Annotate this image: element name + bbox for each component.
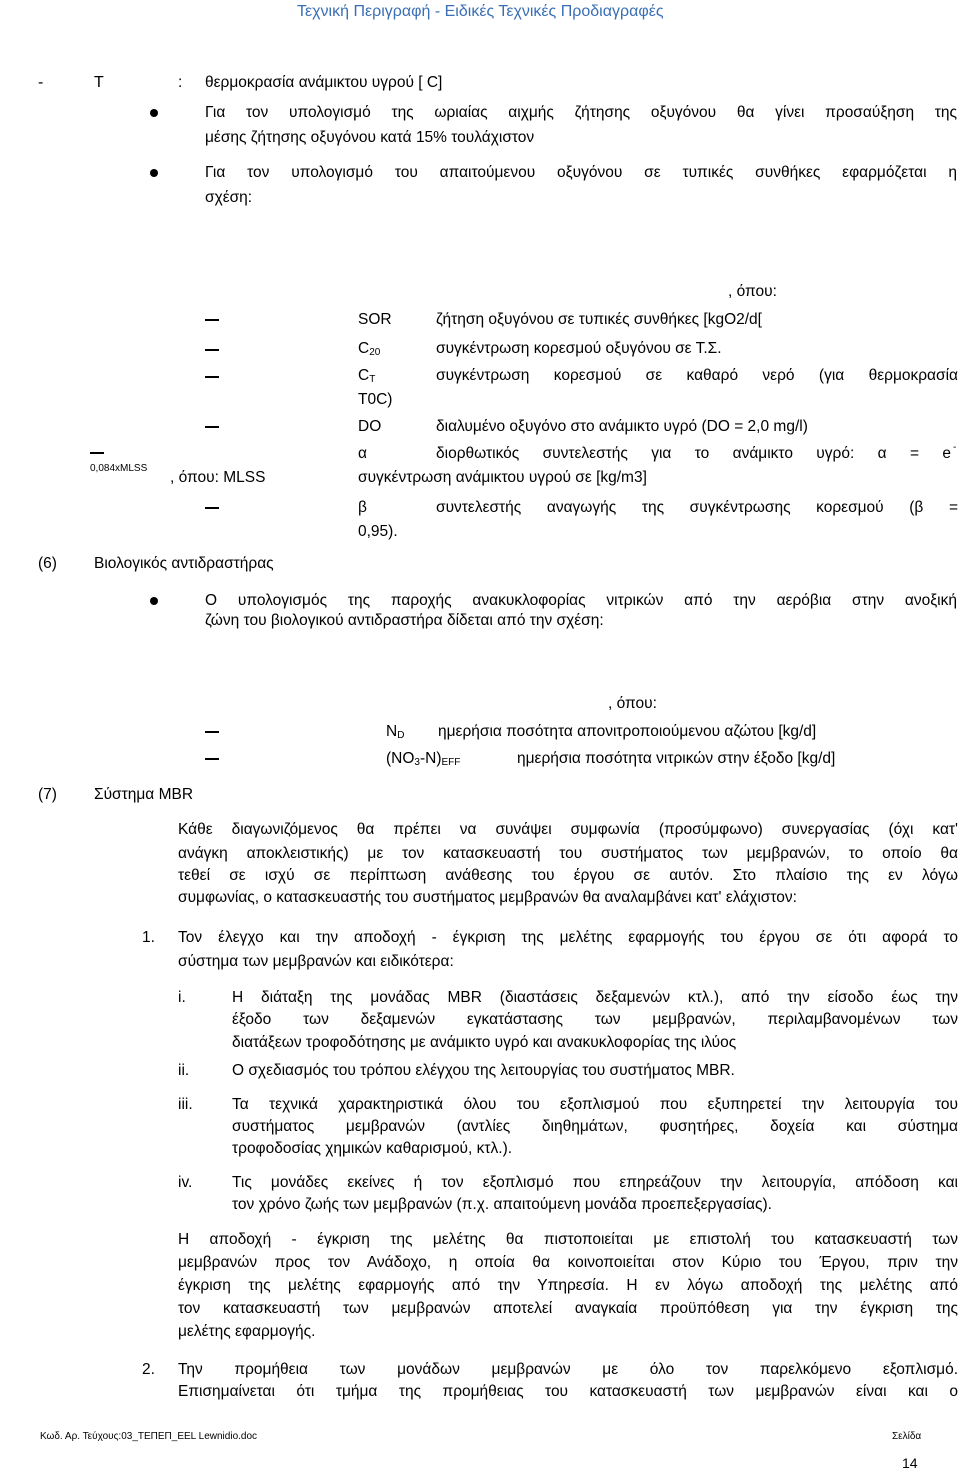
item-2-line: Επισημαίνεται ότι τμήμα της προμήθειας του κατασκευαστή των μεμβρανών είναι και ο: [178, 1383, 958, 1400]
roman-iii-number: iii.: [178, 1096, 193, 1113]
dash-marker: [205, 319, 219, 321]
def-symbol-no3n: $(NO_3-N)_{EFF}$: [386, 750, 461, 768]
bullet6-line1: Ο υπολογισμός της παροχής ανακυκλοφορίας νιτρικών από την αερόβια στην ανοξική: [205, 592, 957, 609]
accept-para-line: μεμβρανών προς τον Ανάδοχο, η οποία θα κοινοποιείται στον Κύριο του Έργου, πριν την: [178, 1254, 958, 1271]
roman-iv-number: iv.: [178, 1174, 193, 1191]
def-desc-alpha: διορθωτικός συντελεστής για το ανάμικτο υγρό: α = e: [436, 445, 951, 462]
def-symbol-c20: $C_{20}$: [358, 340, 381, 358]
def-desc-nd: ημερήσια ποσότητα απονιτροποιούμενου αζώτου [kg/d]: [438, 723, 817, 740]
dash-marker: [205, 758, 219, 760]
t-def-text: θερμοκρασία ανάμικτου υγρού [ C]: [205, 74, 443, 91]
bullet-dot: [150, 597, 158, 605]
para7-line: συμφωνίας, ο κατασκευαστής του συστήματος μεμβρανών θα αναλαμβάνει κατ' ελάχιστον:: [178, 889, 797, 906]
footer-page-number: 14: [902, 1455, 918, 1471]
footer-page-label: Σελίδα: [892, 1431, 922, 1442]
roman-ii-number: ii.: [178, 1062, 190, 1079]
section-7-number: (7): [38, 786, 57, 803]
item-1-line: Τον έλεγχο και την αποδοχή - έγκριση της μελέτης εφαρμογής του έργου σε ότι αφορά το: [178, 929, 958, 946]
roman-i-number: i.: [178, 989, 186, 1006]
roman-iii-line: Τα τεχνικά χαρακτηριστικά όλου του εξοπλισμού που εξυπηρετεί την λειτουργία του: [232, 1096, 958, 1113]
accept-para-line: Η αποδοχή - έγκριση της μελέτης θα πιστοποιείται με επιστολή του κατασκευαστή των: [178, 1231, 958, 1248]
def-desc-ct: συγκέντρωση κορεσμού σε καθαρό νερό (για θερμοκρασία: [436, 367, 958, 384]
item-1-number: 1.: [142, 929, 155, 946]
para7-line: ανάγκη αποκλειστικής) με τον κατασκευαστή του συστήματος των μεμβρανών, το οποίο θα: [178, 845, 958, 862]
def-symbol-alpha: α: [358, 445, 367, 462]
bullet1-line1: Για τον υπολογισμό της ωριαίας αιχμής ζήτησης οξυγόνου θα γίνει προσαύξηση της: [205, 104, 957, 121]
section-6-title: Βιολογικός αντιδραστήρας: [94, 555, 274, 572]
para7-line: τεθεί σε ισχύ σε περίπτωση ανάθεσης του έργου σε αυτόν. Στο πλαίσιο της εν λόγω: [178, 867, 958, 884]
dash-marker: [90, 452, 104, 454]
page-header-title: Τεχνική Περιγραφή - Ειδικές Τεχνικές Προδιαγραφές: [297, 3, 664, 20]
def-desc-c20: συγκέντρωση κορεσμού οξυγόνου σε Τ.Σ.: [436, 340, 722, 357]
t-def-colon: :: [178, 74, 183, 91]
roman-ii-line: Ο σχεδιασμός του τρόπου ελέγχου της λειτουργίας του συστήματος MBR.: [232, 1062, 735, 1079]
where-label: , όπου:: [728, 283, 777, 300]
bullet1-line2: μέσης ζήτησης οξυγόνου κατά 15% τουλάχιστον: [205, 129, 535, 146]
where-label: , όπου:: [608, 695, 657, 712]
def-desc-no3n: ημερήσια ποσότητα νιτρικών στην έξοδο [kg/d]: [517, 750, 836, 767]
def-desc-beta: συντελεστής αναγωγής της συγκέντρωσης κορεσμού (β =: [436, 499, 958, 516]
item-2-number: 2.: [142, 1361, 155, 1378]
roman-iii-line: τροφοδοσίας χημικών καθαρισμού, κτλ.).: [232, 1140, 513, 1157]
alpha-formula-exponent: 0,084xMLSS: [90, 463, 148, 474]
def-desc-do: διαλυμένο οξυγόνο στο ανάμικτο υγρό (DO = 2,0 mg/l): [436, 418, 808, 435]
roman-i-line: διατάξεων τροφοδότησης με ανάμικτο υγρό και ανακυκλοφορίας της ιλύος: [232, 1034, 737, 1051]
def-cont-alpha: συγκέντρωση ανάμικτου υγρού σε [kg/m3]: [358, 469, 647, 486]
section-7-title: Σύστημα MBR: [94, 786, 194, 803]
accept-para-line: μελέτης εφαρμογής.: [178, 1323, 316, 1340]
roman-iv-line: τον χρόνο ζωής των μεμβρανών (π.χ. απαιτούμενη μονάδα προεπεξεργασίας).: [232, 1196, 772, 1213]
roman-i-line: Η διάταξη της μονάδας MBR (διαστάσεις δεξαμενών κτλ.), από την είσοδο έως την: [232, 989, 958, 1006]
def-symbol-beta: β: [358, 499, 367, 516]
dash-marker: [205, 731, 219, 733]
t-def-symbol: T: [94, 74, 104, 91]
bullet6-line2: ζώνη του βιολογικού αντιδραστήρα δίδεται από την σχέση:: [205, 612, 604, 629]
def-cont-ct: T0C): [358, 391, 393, 408]
t-def-dash: -: [38, 74, 44, 91]
para7-line: Κάθε διαγωνιζόμενος θα πρέπει να συνάψει συμφωνία (προσύμφωνο) συνεργασίας (όχι κατ': [178, 821, 958, 838]
bullet2-line2: σχέση:: [205, 189, 253, 206]
dash-marker: [205, 349, 219, 351]
accept-para-line: έγκριση της μελέτης εφαρμογής από την Υπηρεσία. Η εν λόγω αποδοχή της μελέτης από: [178, 1277, 958, 1294]
accept-para-line: τον κατασκευαστή των μεμβρανών αποτελεί αναγκαία προϋπόθεση για την έγκριση της: [178, 1300, 958, 1317]
item-1-line: σύστημα των μεμβρανών και ειδικότερα:: [178, 953, 454, 970]
dash-marker: [205, 507, 219, 509]
footer-document-code: Κωδ. Αρ. Τεύχους:03_ΤΕΠΕΠ_EEL Lewnidio.doc: [40, 1431, 258, 1442]
def-symbol-sor: SOR: [358, 311, 392, 328]
def-desc-sor: ζήτηση οξυγόνου σε τυπικές συνθήκες [kgO2/d[: [436, 311, 762, 328]
def-symbol-ct: $C_T$: [358, 367, 376, 385]
def-cont-beta: 0,95).: [358, 523, 398, 540]
def-symbol-nd: $N_D$: [386, 723, 405, 741]
alpha-mlss-label: , όπου: MLSS: [170, 469, 266, 486]
bullet2-line1: Για τον υπολογισμό του απαιτούμενου οξυγόνου σε τυπικές συνθήκες εφαρμόζεται η: [205, 164, 957, 181]
dash-marker: [205, 426, 219, 428]
roman-iii-line: συστήματος μεμβρανών (αντλίες διηθημάτων, φυσητήρες, δοχεία και σύστημα: [232, 1118, 958, 1135]
section-6-number: (6): [38, 555, 57, 572]
dash-marker: [205, 376, 219, 378]
roman-i-line: έξοδο των δεξαμενών εγκατάστασης των μεμβρανών, περιλαμβανομένων των: [232, 1011, 958, 1028]
item-2-line: Την προμήθεια των μονάδων μεμβρανών με όλο τον παρελκόμενο εξοπλισμό.: [178, 1361, 958, 1378]
bullet-dot: [150, 109, 158, 117]
roman-iv-line: Τις μονάδες εκείνες ή τον εξοπλισμό που επηρεάζουν την λειτουργία, απόδοση και: [232, 1174, 958, 1191]
def-symbol-do: DO: [358, 418, 382, 435]
def-desc-alpha-sup: -: [953, 442, 957, 453]
bullet-dot: [150, 169, 158, 177]
